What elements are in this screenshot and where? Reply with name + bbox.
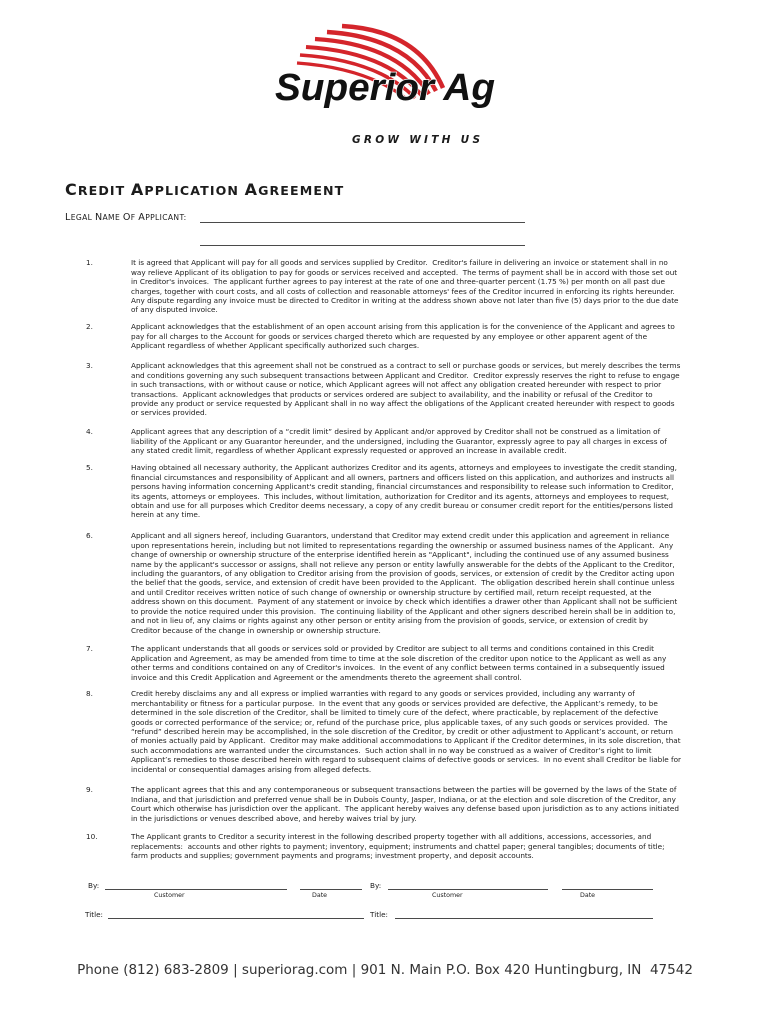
clause-line: way relieve Applicant of its obligation to pay for goods or services received and accepted. The terms of payment shall be in accord with those set out: [131, 267, 678, 277]
clause-number: 5.: [86, 463, 93, 473]
clause-line: Having obtained all necessary authority, the Applicant authorizes Creditor and its agents, attorneys and employees to investigate the credit standing,: [131, 463, 677, 473]
title-label-2: Title:: [370, 910, 388, 919]
initial-capital: O: [122, 212, 131, 223]
clause-line: Applicant acknowledges that this agreement shall not be construed as a contract to sell or purchase goods or services, but merely describes the terms: [131, 361, 681, 371]
clause-line: “refund” described herein may be accomplished, in the sole discretion of the Creditor, by credit or other adjustment to Applicant’s account, or return: [131, 727, 673, 737]
clause-line: address shown on this document. Payment of any statement or invoice by check which identifies a drawer other than Applicant shall not be sufficient: [131, 597, 678, 607]
clause-line: financial circumstances and responsibility of Applicant and all owners, partners and officers listed on this application, and authorizes and instructs all: [131, 472, 674, 482]
clause-text: [131, 785, 679, 823]
clause-line: or services provided.: [131, 408, 207, 418]
clause-line: persons having information concerning Applicant's credit standing, financial circumstances and responsibility to release such information to Creditor,: [131, 482, 674, 492]
clause-line: Applicant acknowledges that the establishment of an open account arising from this application is for the convenience of the Applicant and agrees to: [131, 322, 675, 332]
clause-number: 3.: [86, 361, 93, 371]
clause-line: obtain and use for all purposes which Creditor deems necessary, a copy of any credit bureau or consumer credit report for the entities/persons listed: [131, 501, 674, 511]
clause-line: replacements: accounts and other rights to payment; inventory, equipment; instruments and chattel paper; general tangibles; documents of title;: [131, 841, 665, 851]
clause-line: its agents, attorneys or employees. This includes, without limitation, authorization for Creditor and its agents, attorneys and employees to request,: [131, 491, 669, 501]
by-label: By:: [88, 881, 100, 890]
customer-signature-field[interactable]: [105, 880, 287, 890]
clause-line: It is agreed that Applicant will pay for all goods and services supplied by Creditor. Creditor's failure in delivering an invoice or statement shall in no: [131, 258, 668, 268]
clause-line: of monies actually paid by Applicant. Creditor may make additional accommodations to Applicant if the Creditor determines, in its sole discretion, that: [131, 736, 681, 746]
clause-line: of any disputed invoice.: [131, 305, 218, 315]
clause-text: [131, 463, 677, 520]
date-field[interactable]: [300, 880, 362, 890]
clause-number: 7.: [86, 644, 93, 654]
initial-capital: A: [138, 212, 146, 223]
clause-line: other terms and conditions contained on any of Creditor's invoices. In the event of any conflict between terms contained in a subsequently issued: [131, 663, 665, 673]
clause-text: [131, 322, 675, 350]
clause-line: Credit hereby disclaims any and all express or implied warranties with regard to any goods or services provided, including any warranty of: [131, 689, 635, 699]
legal-name-field[interactable]: [200, 213, 525, 223]
clause-line: and until Creditor receives written notice of such change of ownership or ownership structure by certified mail, return receipt requested, at the: [131, 587, 652, 597]
initial-capital: A: [244, 180, 259, 199]
customer-caption-2: Customer: [432, 892, 463, 899]
clause-line: invoice and this Credit Application and Agreement or the amendments thereto the agreement shall control.: [131, 672, 522, 682]
clause-text: [131, 361, 680, 418]
clause-number: 2.: [86, 322, 93, 332]
clause-line: Applicant’s remedies to those described herein with regard to subsequent claims of defective goods or services. In no event shall Creditor be liable for: [131, 755, 682, 765]
brand-wordmark: Superior Ag: [275, 67, 495, 109]
clause-number: 6.: [86, 531, 93, 541]
clause-line: herein at any time.: [131, 510, 201, 520]
clause-line: pay for all charges to the Account for goods or services charged thereto which are requested by any employee or other apparent agent of the: [131, 331, 648, 341]
clause-line: Creditor because of the change in ownership or ownership structure.: [131, 625, 381, 635]
date-caption-2: Date: [580, 892, 596, 899]
clause-line: charges, together with court costs, and all costs of collection and reasonable attorneys' fees of the Creditor incurred in enforcing its rights hereunder.: [131, 286, 675, 296]
by-label-2: By:: [370, 881, 382, 890]
legal-name-field-line-2[interactable]: [200, 236, 525, 246]
footer-contact: Phone (812) 683-2809 | superiorag.com | 901 N. Main P.O. Box 420 Huntingburg, IN 47542: [77, 962, 693, 978]
signer-title-field-2[interactable]: [395, 909, 653, 919]
customer-signature-field-2[interactable]: [388, 880, 548, 890]
clause-line: farm products and supplies; government payments and programs; investment property, and deposit accounts.: [131, 851, 534, 861]
clause-line: determined in the sole discretion of the Creditor, shall be limited to timely cure of the defect, where practicable, by replacement of the defective: [131, 708, 659, 718]
clause-text: [131, 258, 679, 315]
date-caption: Date: [312, 892, 328, 899]
clause-line: Indiana, and that jurisdiction and preferred venue shall be in Dubois County, Jasper, Indiana, or at the election and sole discretion of the Creditor, any: [131, 794, 676, 804]
clause-line: provide any product or service requested by Applicant shall in no way affect the obligations of the Applicant created hereunder with respect to goods: [131, 399, 675, 409]
clause-line: the belief that the goods, service, and extension of credit have been provided to the Applicant. The obligation described herein shall continue unless: [131, 578, 675, 588]
clause-text: [131, 644, 666, 682]
clause-line: in the jurisdictions or venues described above, and hereby waives trial by jury.: [131, 813, 417, 823]
clause-number: 8.: [86, 689, 93, 699]
initial-capital: L: [65, 212, 71, 223]
initial-capital: N: [94, 212, 103, 223]
legal-name-label: LEGAL NAME OF APPLICANT:: [65, 212, 187, 223]
company-logo: [0, 0, 770, 160]
signer-title-field[interactable]: [108, 909, 364, 919]
clause-line: Court which otherwise has jurisdiction over the applicant. The applicant hereby waives any defense based upon jurisdiction as to any actions initiated: [131, 804, 679, 814]
clause-text: [131, 427, 667, 455]
document-title: CREDIT APPLICATION AGREEMENT: [65, 180, 345, 199]
clause-line: The Applicant grants to Creditor a security interest in the following described property together with all additions, accessions, accessories, and: [131, 832, 652, 842]
clause-line: Applicant regardless of whether Applicant specifically authorized such charges.: [131, 341, 420, 351]
clause-line: in Creditor's invoices. The applicant further agrees to pay interest at the rate of one and three-quarter percent (1.75 %) per month on all past due: [131, 277, 666, 287]
clause-line: in such transactions, with or without cause or notice, which Applicant agrees will not affect any obligation created hereunder with respect to prior: [131, 380, 662, 390]
clause-line: Applicant agrees that any description of a “credit limit” desired by Applicant and/or approved by Creditor shall not be construed as a limitation of: [131, 427, 661, 437]
title-label: Title:: [85, 910, 103, 919]
clause-line: to provide the notice required under this provision. The continuing liability of the Applicant and other signers described herein shall be in addition to,: [131, 606, 676, 616]
clause-line: such accommodations are warranted under the circumstances. Such action shall in no way be construed as a waiver of Creditor’s right to limit: [131, 745, 652, 755]
clause-text: [131, 832, 665, 860]
customer-caption: Customer: [154, 892, 185, 899]
clause-line: Applicant and all signers hereof, including Guarantors, understand that Creditor may extend credit under this application and agreement in reliance: [131, 531, 670, 541]
clause-line: and not in lieu of, any claims or rights against any other person or entity arising from the provision of goods, service, or extension of credit by: [131, 616, 648, 626]
clause-text: [131, 689, 681, 774]
clause-number: 9.: [86, 785, 93, 795]
clause-line: The applicant agrees that this and any contemporaneous or subsequent transactions between the parties will be governed by the laws of the State of: [131, 785, 677, 795]
date-field-2[interactable]: [562, 880, 653, 890]
brand-tagline: GROW WITH US: [352, 134, 480, 146]
clause-line: Application and Agreement, as may be amended from time to time at the sole discretion of the creditor upon notice to the Applicant as well as any: [131, 653, 667, 663]
initial-capital: A: [130, 180, 145, 199]
clause-line: and conditions governing any such subsequent transactions between Applicant and Creditor. Creditor expressly reserves the right to refuse to engage: [131, 370, 680, 380]
clause-line: goods or corrected performance of the service; or, refund of the purchase price, plus applicable taxes, of any such goods or services provided. The: [131, 717, 668, 727]
clause-line: incidental or consequential damages arising from alleged defects.: [131, 764, 372, 774]
clause-line: transactions. Applicant acknowledges that products or services ordered are subject to availability, and the inability or refusal of the Creditor to: [131, 389, 653, 399]
clause-number: 1.: [86, 258, 93, 268]
clause-number: 10.: [86, 832, 98, 842]
clause-line: change of ownership or ownership structure of the enterprise identified herein as "Applicant", including the continued use of any assumed business: [131, 550, 669, 560]
clause-line: merchantability or fitness for a particular purpose. In the event that any goods or services provided are defective, the Applicant’s remedy, to be: [131, 698, 658, 708]
clause-line: Any dispute regarding any invoice must be directed to Creditor in writing at the address shown above not later than five (5) days prior to the due date: [131, 296, 679, 306]
clause-line: liability of the Applicant or any Guarantor hereunder, and the undersigned, including the Guarantor, expressly agree to pay all charges in excess of: [131, 436, 667, 446]
clause-text: [131, 531, 677, 635]
clause-line: upon representations herein, including but not limited to representations regarding the ownership or assumed business names of the Applicant. Any: [131, 540, 674, 550]
clause-line: including the guarantors, of any obligation to Creditor arising from the provision of goods, services, or extension of credit by the Creditor acting upon: [131, 569, 675, 579]
clause-line: The applicant understands that all goods or services sold or provided by Creditor are subject to all terms and conditions contained in this Credit: [131, 644, 654, 654]
clause-line: name by the applicant's successor or assigns, shall not relieve any person or entity lawfully answerable for the debts of the Applicant to the Creditor,: [131, 559, 675, 569]
clause-number: 4.: [86, 427, 93, 437]
clause-line: any stated credit limit, regardless of whether Applicant expressly requested or approved an increase in available credit.: [131, 446, 567, 456]
initial-capital: C: [65, 180, 78, 199]
